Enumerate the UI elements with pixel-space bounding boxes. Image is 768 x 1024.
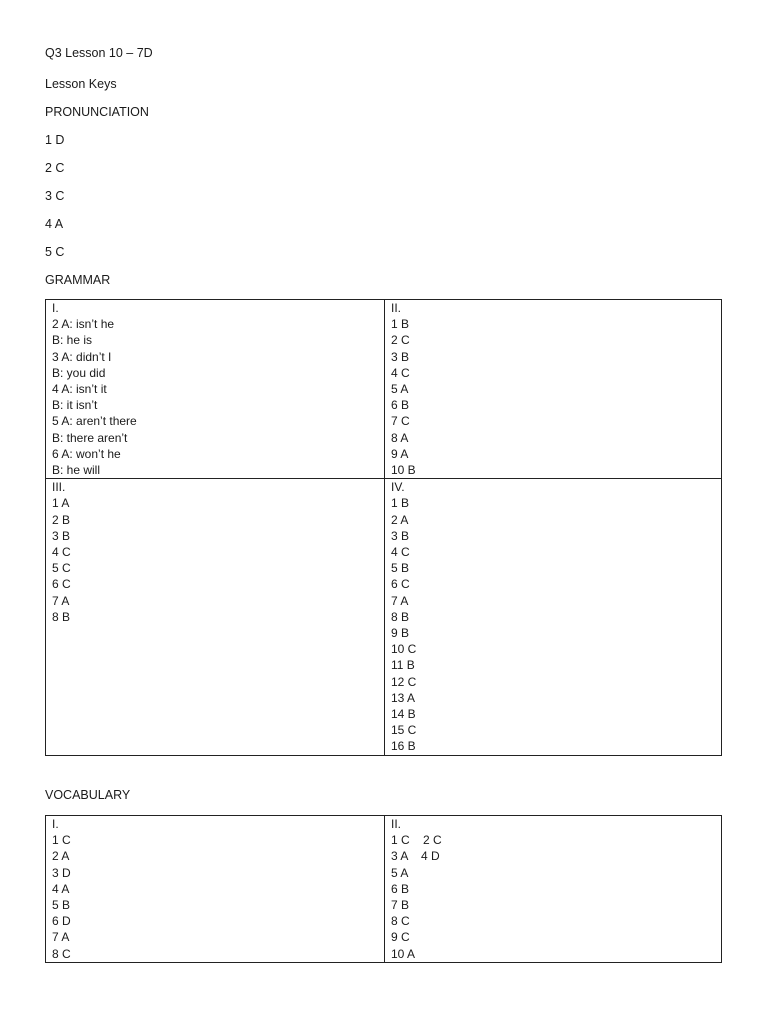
answer-line: 4 C bbox=[391, 365, 410, 380]
grammar-section-2-cell bbox=[385, 300, 722, 479]
vocabulary-section-1-cell bbox=[46, 816, 385, 963]
answer-line: 8 A bbox=[391, 430, 409, 445]
pronunciation-answer: 3 C bbox=[45, 189, 65, 203]
answer-line: 6 C bbox=[391, 577, 410, 592]
answer-line: 7 A bbox=[391, 593, 409, 608]
answer-line: 3 B bbox=[52, 528, 71, 543]
document-subtitle: Lesson Keys bbox=[45, 77, 117, 91]
section-label: III. bbox=[52, 480, 66, 495]
answer-line: 9 B bbox=[391, 626, 410, 641]
answer-line: 8 B bbox=[391, 609, 410, 624]
section-label: II. bbox=[391, 817, 402, 831]
document-title: Q3 Lesson 10 – 7D bbox=[45, 46, 153, 60]
answer-line: 4 A: isn’t it bbox=[52, 382, 107, 397]
vocabulary-section-2-cell bbox=[385, 816, 722, 963]
answer-line: 6 C bbox=[52, 577, 71, 592]
answer-line: 16 B bbox=[391, 739, 416, 754]
answer-line: 6 B bbox=[391, 881, 410, 896]
grammar-section-4-cell bbox=[385, 479, 722, 755]
pronunciation-heading: PRONUNCIATION bbox=[45, 105, 149, 119]
grammar-section-3-cell bbox=[46, 479, 385, 755]
answer-line: 7 C bbox=[391, 414, 410, 429]
answer-line: 8 C bbox=[391, 914, 410, 929]
answer-line: 5 B bbox=[391, 561, 410, 576]
answer-line: B: it isn’t bbox=[52, 398, 98, 413]
table-row bbox=[46, 300, 722, 479]
answer-line: 7 B bbox=[391, 898, 410, 913]
pronunciation-answer: 4 A bbox=[45, 217, 64, 231]
answer-line: 1 C 2 C bbox=[391, 833, 442, 848]
answer-line: 4 A bbox=[52, 881, 70, 896]
pronunciation-answer: 5 C bbox=[45, 245, 65, 259]
table-row bbox=[46, 479, 722, 755]
answer-line: 3 A 4 D bbox=[391, 849, 440, 864]
answer-line: 1 C bbox=[52, 833, 71, 848]
answer-line: 13 A bbox=[391, 690, 416, 705]
answer-line: 2 C bbox=[391, 333, 410, 348]
grammar-heading: GRAMMAR bbox=[45, 273, 111, 287]
answer-line: 5 A bbox=[391, 865, 409, 880]
answer-line: 3 D bbox=[52, 865, 71, 880]
answer-line: 5 A: aren’t there bbox=[52, 414, 137, 429]
table-row bbox=[46, 816, 722, 963]
answer-line: 5 A bbox=[391, 382, 409, 397]
answer-line: B: he is bbox=[52, 333, 93, 348]
answer-line: 10 C bbox=[391, 642, 417, 657]
answer-line: 9 C bbox=[391, 930, 410, 945]
answer-line: 10 B bbox=[391, 463, 416, 478]
answer-line: 3 A: didn’t I bbox=[52, 349, 112, 364]
vocabulary-heading: VOCABULARY bbox=[45, 788, 131, 802]
answer-line: 14 B bbox=[391, 707, 416, 722]
section-label: II. bbox=[391, 301, 402, 315]
answer-line: 8 B bbox=[52, 609, 71, 624]
answer-line: B: you did bbox=[52, 365, 106, 380]
answer-line: 1 B bbox=[391, 496, 410, 511]
answer-line: 2 B bbox=[52, 512, 71, 527]
answer-line: B: there aren’t bbox=[52, 430, 128, 445]
answer-line: 5 C bbox=[52, 561, 71, 576]
answer-line: 4 C bbox=[52, 545, 71, 560]
section-label: I. bbox=[52, 817, 59, 831]
answer-line: 2 A bbox=[52, 849, 70, 864]
grammar-section-1-cell bbox=[46, 300, 385, 479]
grammar-answer-table bbox=[45, 299, 722, 756]
answer-line: 4 C bbox=[391, 545, 410, 560]
answer-line: 6 A: won’t he bbox=[52, 446, 121, 461]
answer-line: 6 B bbox=[391, 398, 410, 413]
pronunciation-answer: 2 C bbox=[45, 161, 65, 175]
answer-line: B: he will bbox=[52, 463, 101, 478]
answer-line: 5 B bbox=[52, 898, 71, 913]
section-label: I. bbox=[52, 301, 59, 315]
answer-line: 1 B bbox=[391, 317, 410, 332]
answer-line: 10 A bbox=[391, 946, 416, 961]
answer-line: 3 B bbox=[391, 528, 410, 543]
answer-line: 8 C bbox=[52, 946, 71, 961]
answer-line: 3 B bbox=[391, 349, 410, 364]
answer-line: 6 D bbox=[52, 914, 71, 929]
answer-line: 2 A: isn’t he bbox=[52, 317, 115, 332]
answer-line: 2 A bbox=[391, 512, 409, 527]
pronunciation-answer: 1 D bbox=[45, 133, 65, 147]
answer-line: 15 C bbox=[391, 723, 417, 738]
vocabulary-answer-table bbox=[45, 815, 722, 963]
answer-line: 7 A bbox=[52, 930, 70, 945]
section-label: IV. bbox=[391, 480, 405, 495]
answer-line: 1 A bbox=[52, 496, 70, 511]
answer-line: 7 A bbox=[52, 593, 70, 608]
answer-line: 11 B bbox=[391, 658, 415, 673]
answer-line: 9 A bbox=[391, 446, 409, 461]
answer-line: 12 C bbox=[391, 674, 417, 689]
